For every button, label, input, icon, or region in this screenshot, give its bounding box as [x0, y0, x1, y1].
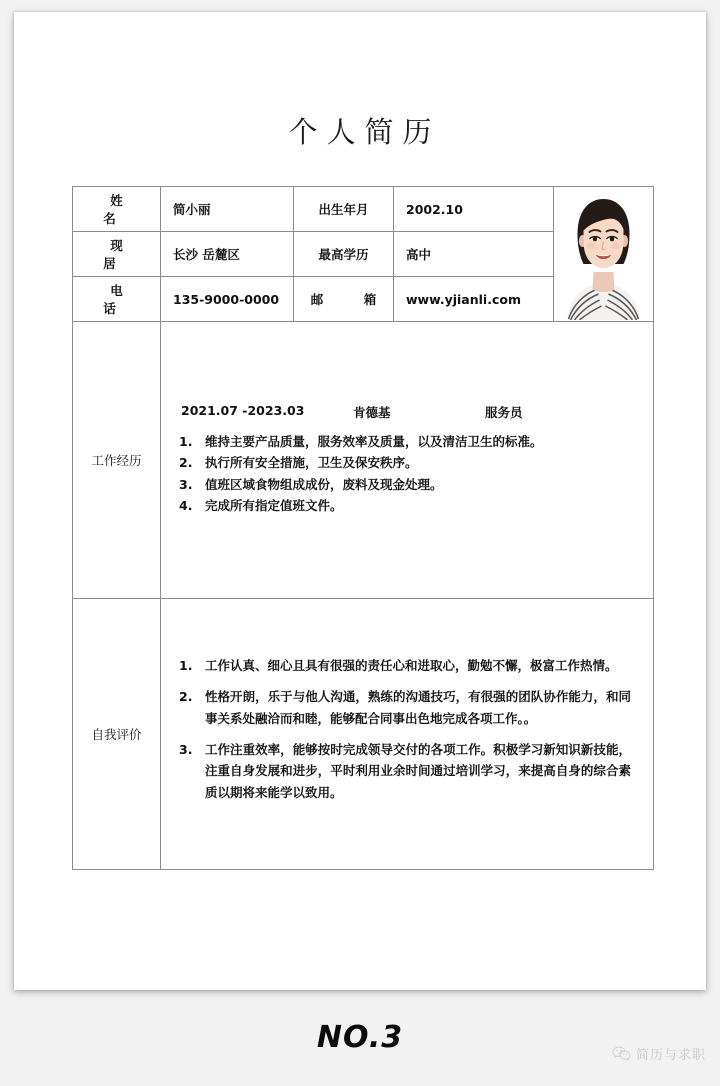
- self-evaluation-list: [179, 655, 631, 804]
- table-row-name: [73, 187, 654, 232]
- value-education: 高中: [394, 232, 554, 277]
- list-item-text: 性格开朗，乐于与他人沟通，熟练的沟通技巧，有很强的团队协作能力，和同事关系处融洽而和睦，能够配合同事出色地完成各项工作。。: [205, 688, 631, 726]
- work-experience-header: [179, 403, 637, 421]
- value-phone: 135-9000-0000: [161, 277, 294, 322]
- list-item: [179, 686, 631, 730]
- page-number: NO.3: [316, 1020, 404, 1055]
- work-date-range: 2021.07 -2023.03: [181, 403, 305, 418]
- section-body-self-evaluation: [161, 599, 654, 870]
- portrait-photo-icon: [554, 188, 653, 320]
- table-row-work-experience: [73, 322, 654, 599]
- value-email: www.yjianli.com: [394, 277, 554, 322]
- list-item: [179, 475, 637, 495]
- label-name: 姓 名: [73, 187, 161, 232]
- resume-table: [72, 186, 654, 870]
- list-item-text: 维持主要产品质量，服务效率及质量，以及清洁卫生的标准。: [205, 434, 543, 449]
- value-birthdate: 2002.10: [394, 187, 554, 232]
- photo-cell: [554, 187, 654, 322]
- table-row-self-evaluation: [73, 599, 654, 870]
- label-email: 邮 箱: [294, 277, 394, 322]
- label-birthdate: 出生年月: [294, 187, 394, 232]
- label-phone: 电 话: [73, 277, 161, 322]
- avatar: [554, 188, 653, 320]
- list-item-number: 3.: [179, 741, 193, 757]
- list-item-text: 工作注重效率，能够按时完成领导交付的各项工作。积极学习新知识新技能，注重自身发展和进步，平时利用业余时间通过培训学习，来提高自身的综合素质以期将来能学以致用。: [205, 741, 631, 801]
- section-label-self-evaluation: 自我评价: [73, 599, 161, 870]
- watermark-text: 简历与求职: [635, 1048, 706, 1063]
- label-education: 最高学历: [294, 232, 394, 277]
- list-item-text: 完成所有指定值班文件。: [205, 497, 343, 513]
- work-company: 肯德基: [353, 405, 391, 420]
- list-item: [179, 655, 631, 677]
- section-label-work-experience: 工作经历: [73, 322, 161, 599]
- list-item: [179, 496, 637, 516]
- wechat-icon: [612, 1046, 631, 1062]
- list-item: [179, 453, 637, 473]
- work-position: 服务员: [485, 405, 523, 420]
- value-residence: 长沙 岳麓区: [161, 232, 294, 277]
- list-item-text: 执行所有安全措施，卫生及保安秩序。: [205, 455, 418, 471]
- list-item-number: 3.: [179, 476, 193, 492]
- work-experience-list: [179, 432, 637, 516]
- list-item-number: 1.: [179, 434, 193, 449]
- list-item: [179, 739, 631, 805]
- list-item: [179, 432, 637, 452]
- list-item-number: 4.: [179, 497, 193, 513]
- value-name: 简小丽: [161, 187, 294, 232]
- section-body-work-experience: [161, 322, 654, 599]
- list-item-number: 2.: [179, 455, 193, 471]
- watermark-footer: [612, 1044, 706, 1063]
- page-title: 个人简历: [288, 115, 441, 149]
- list-item-number: 2.: [179, 688, 193, 704]
- list-item-text: 值班区域食物组成成份，废料及现金处理。: [205, 476, 443, 492]
- resume-page-sheet: [14, 12, 706, 990]
- list-item-number: 1.: [179, 657, 193, 673]
- list-item-text: 工作认真、细心且具有很强的责任心和进取心，勤勉不懈，极富工作热情。: [205, 657, 618, 673]
- label-residence: 现 居: [73, 232, 161, 277]
